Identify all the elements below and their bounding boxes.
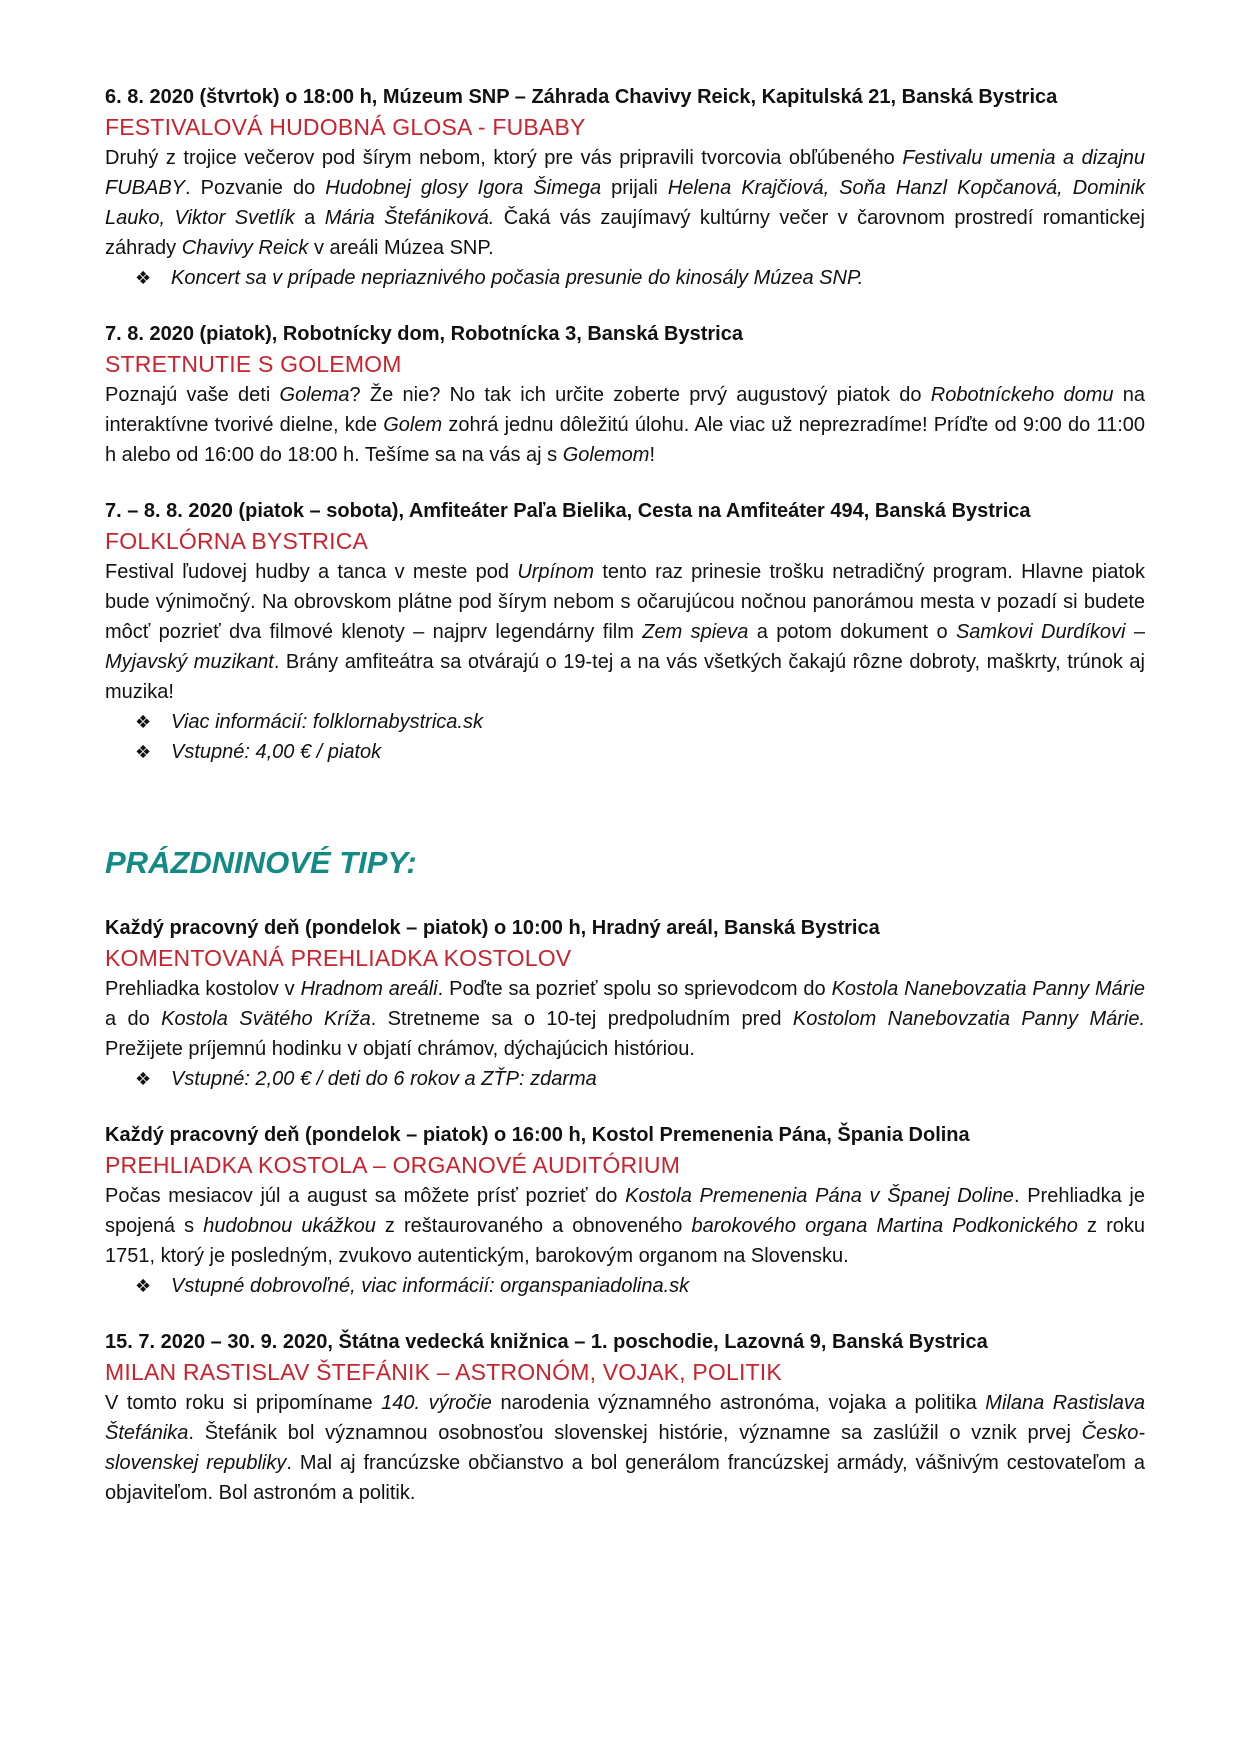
- description-segment: Prežijete príjemnú hodinku v objatí chrámov, dýchajúcich históriou.: [105, 1038, 695, 1060]
- description-segment: Golema: [279, 384, 350, 406]
- diamond-bullet-icon: ❖: [135, 268, 152, 288]
- description-segment: Kostola Svätého Kríža: [161, 1008, 371, 1030]
- description-segment: Chavivy Reick: [181, 237, 309, 259]
- description-segment: . Štefánik bol významnou osobnosťou slovenskej histórie, významne sa zaslúžil o vznik prvej: [188, 1422, 1082, 1444]
- diamond-bullet-icon: ❖: [135, 742, 152, 762]
- event-description: [105, 1388, 1145, 1508]
- description-segment: Počas mesiacov júl a august sa môžete prísť pozrieť do: [105, 1185, 626, 1207]
- event-block: [105, 1120, 1145, 1301]
- event-description: [105, 557, 1145, 707]
- event-title: PREHLIADKA KOSTOLA – ORGANOVÉ AUDITÓRIUM: [105, 1152, 681, 1178]
- event-notes: [105, 263, 1145, 293]
- note-item: [135, 263, 1145, 293]
- description-segment: prijali: [601, 177, 668, 199]
- event-block: [105, 496, 1145, 767]
- event-meta: Každý pracovný deň (pondelok – piatok) o 10:00 h, Hradný areál, Banská Bystrica: [105, 917, 880, 939]
- event-title: STRETNUTIE S GOLEMOM: [105, 351, 402, 377]
- description-segment: Milana Rastislava Štefánika: [105, 1392, 1145, 1444]
- event-meta: 7. – 8. 8. 2020 (piatok – sobota), Amfiteáter Paľa Bielika, Cesta na Amfiteáter 494, Banská Bystrica: [105, 500, 1031, 522]
- event-description: [105, 380, 1145, 470]
- description-segment: Kostola Nanebovzatia Panny Márie: [831, 978, 1146, 1000]
- description-segment: ? Že nie? No tak ich určite zoberte prvý augustový piatok do: [349, 384, 931, 406]
- description-segment: Urpínom: [517, 561, 595, 583]
- description-segment: Hudobnej glosy Igora Šimega: [325, 177, 602, 199]
- description-segment: Druhý z trojice večerov pod šírym nebom, ktorý pre vás pripravili tvorcovia obľúbeného: [105, 147, 903, 169]
- description-segment: Mária Štefániková.: [324, 207, 495, 229]
- description-segment: a potom dokument o: [748, 621, 956, 643]
- description-segment: . Poďte sa pozrieť spolu so sprievodcom do: [437, 978, 832, 1000]
- event-block: [105, 913, 1145, 1094]
- page-content: [105, 82, 1145, 1508]
- description-segment: hudobnou ukážkou: [203, 1215, 376, 1237]
- description-segment: Robotníckeho domu: [930, 384, 1114, 406]
- diamond-bullet-icon: ❖: [135, 712, 152, 732]
- description-segment: zohrá jednu dôležitú úlohu. Ale viac už neprezradíme! Príďte od 9:00 do 11:00 h alebo od 16:00 do 18:00 h. Tešíme sa na vás aj s: [105, 414, 1146, 466]
- description-segment: V tomto roku si pripomíname: [105, 1392, 382, 1414]
- description-segment: . Prehliadka je spojená s: [105, 1185, 1145, 1237]
- description-segment: Zem spieva: [642, 621, 749, 643]
- note-text: Vstupné: 2,00 € / deti do 6 rokov a ZŤP: zdarma: [171, 1068, 597, 1090]
- events-list-august: [105, 82, 1145, 767]
- event-description: [105, 1181, 1145, 1271]
- description-segment: barokového organa Martina Podkonického: [691, 1215, 1078, 1237]
- description-segment: z roku 1751, ktorý je posledným, zvukovo autentickým, barokovým organom na Slovensku.: [105, 1215, 1145, 1267]
- event-meta: 15. 7. 2020 – 30. 9. 2020, Štátna vedecká knižnica – 1. poschodie, Lazovná 9, Banská Bystrica: [105, 1331, 988, 1353]
- note-text: Koncert sa v prípade nepriaznivého počasia presunie do kinosály Múzea SNP.: [171, 267, 864, 289]
- description-segment: Česko-slovenskej republiky: [105, 1422, 1145, 1474]
- description-segment: Hradnom areáli: [300, 978, 438, 1000]
- description-segment: . Pozvanie do: [185, 177, 326, 199]
- note-text: Vstupné dobrovoľné, viac informácií: organspaniadolina.sk: [171, 1275, 690, 1297]
- description-segment: Golem: [383, 414, 443, 436]
- description-segment: Prehliadka kostolov v: [105, 978, 301, 1000]
- event-block: [105, 319, 1145, 470]
- description-segment: a do: [105, 1008, 162, 1030]
- note-item: [135, 1064, 1145, 1094]
- note-text: Vstupné: 4,00 € / piatok: [171, 741, 382, 763]
- event-description: [105, 974, 1145, 1064]
- description-segment: Festivalu umenia a dizajnu FUBABY: [105, 147, 1146, 199]
- event-title: MILAN RASTISLAV ŠTEFÁNIK – ASTRONÓM, VOJAK, POLITIK: [105, 1359, 782, 1385]
- description-segment: . Brány amfiteátra sa otvárajú o 19-tej a na vás všetkých čakajú rôzne dobroty, maškrty, trúnok aj muzika!: [105, 651, 1145, 703]
- description-segment: Poznajú vaše deti: [105, 384, 280, 406]
- event-meta: 6. 8. 2020 (štvrtok) o 18:00 h, Múzeum SNP – Záhrada Chavivy Reick, Kapitulská 21, Banská Bystrica: [105, 86, 1058, 108]
- note-item: [135, 707, 1145, 737]
- description-segment: na interaktívne tvorivé dielne, kde: [105, 384, 1145, 436]
- description-segment: Festival ľudovej hudby a tanca v meste pod: [105, 561, 518, 583]
- description-segment: narodenia významného astronóma, vojaka a politika: [491, 1392, 986, 1414]
- event-notes: [105, 1064, 1145, 1094]
- event-meta: 7. 8. 2020 (piatok), Robotnícky dom, Robotnícka 3, Banská Bystrica: [105, 323, 743, 345]
- section-heading: PRÁZDNINOVÉ TIPY:: [105, 845, 417, 880]
- description-segment: Samkovi Durdíkovi – Myjavský muzikant: [105, 621, 1145, 673]
- note-item: [135, 737, 1145, 767]
- description-segment: Helena Krajčiová, Soňa Hanzl Kopčanová, Dominik Lauko, Viktor Svetlík: [105, 177, 1146, 229]
- events-list-holiday-tips: [105, 913, 1145, 1508]
- description-segment: z reštaurovaného a obnoveného: [375, 1215, 692, 1237]
- description-segment: a: [294, 207, 325, 229]
- description-segment: . Mal aj francúzske občianstvo a bol generálom francúzskej armády, vášnivým cestovateľom a objaviteľom. Bol astronóm a politik.: [105, 1452, 1145, 1504]
- event-block: [105, 82, 1145, 293]
- description-segment: Kostolom Nanebovzatia Panny Márie.: [792, 1008, 1146, 1030]
- event-title: FOLKLÓRNA BYSTRICA: [105, 528, 369, 554]
- description-segment: v areáli Múzea SNP.: [308, 237, 494, 259]
- description-segment: Kostola Premenenia Pána v Španej Doline: [625, 1185, 1014, 1207]
- event-meta: Každý pracovný deň (pondelok – piatok) o 16:00 h, Kostol Premenenia Pána, Špania Dolina: [105, 1124, 970, 1146]
- description-segment: tento raz prinesie trošku netradičný program. Hlavne piatok bude výnimočný. Na obrovskom plátne pod šírym nebom s očarujúcou nočnou panorámou mesta v pozadí si budete môcť pozrieť dva filmové klenoty – najprv legendárny film: [105, 561, 1146, 643]
- event-title: KOMENTOVANÁ PREHLIADKA KOSTOLOV: [105, 945, 572, 971]
- description-segment: Čaká vás zaujímavý kultúrny večer v čarovnom prostredí romantickej záhrady: [105, 207, 1146, 259]
- event-notes: [105, 1271, 1145, 1301]
- event-notes: [105, 707, 1145, 767]
- event-description: [105, 143, 1145, 263]
- note-text: Viac informácií: folklornabystrica.sk: [171, 711, 483, 733]
- diamond-bullet-icon: ❖: [135, 1276, 152, 1296]
- description-segment: . Stretneme sa o 10-tej predpoludním pred: [370, 1008, 793, 1030]
- diamond-bullet-icon: ❖: [135, 1069, 152, 1089]
- note-item: [135, 1271, 1145, 1301]
- description-segment: !: [649, 444, 655, 466]
- description-segment: Golemom: [562, 444, 650, 466]
- description-segment: 140. výročie: [381, 1392, 492, 1414]
- event-block: [105, 1327, 1145, 1508]
- event-title: FESTIVALOVÁ HUDOBNÁ GLOSA - FUBABY: [105, 114, 586, 140]
